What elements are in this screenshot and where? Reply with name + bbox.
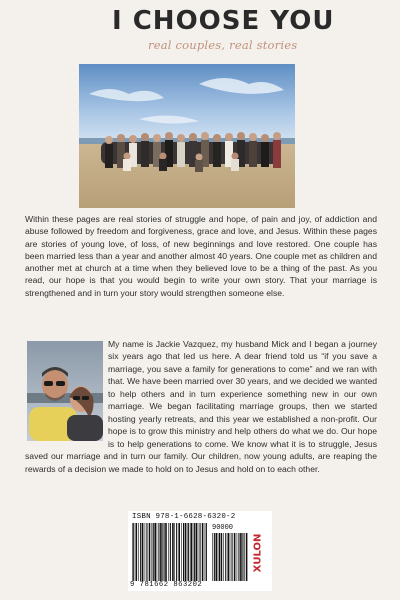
book-title: I CHOOSE YOU <box>112 6 335 36</box>
book-subtitle: real couples, real stories <box>148 38 298 52</box>
publisher-logo-text: XULON <box>252 533 264 573</box>
publisher-logo <box>252 525 269 581</box>
isbn-number: ISBN 978-1-6628-6320-2 <box>132 513 236 521</box>
author-bio <box>25 338 377 475</box>
photo-float-space <box>25 338 108 442</box>
isbn-barcode <box>128 511 272 591</box>
intro-paragraph: Within these pages are real stories of struggle and hope, of pain and joy, of addiction and abuse followed by freedom and forgiveness, grace and love, and Jesus. Within these pages are stories of young love, of loss, of new beginnings and love restored. One couple has been married less than a year and another almost 40 years. One couple met as children and another met at church at a time when they believed love to be a thing of the past. As you read, our hope is that you would begin to write your own story. That your marriage is strengthened and in turn your story would strengthen someone else. <box>25 214 377 298</box>
barcode-addon-bars <box>212 533 248 581</box>
price-code: 90000 <box>212 524 234 532</box>
barcode-bars <box>132 523 210 581</box>
group-photo <box>79 64 295 208</box>
barcode-digits: 9 781662 863202 <box>130 581 203 589</box>
author-bio-paragraph: My name is Jackie Vazquez, my husband Mick and I began a journey six years ago that led us here. A dear friend told us “if you save a marriage, you save a family for generations to come” and we ran with that. We have been married over 30 years, and we decided we wanted to help others and in turn experience something new in our own marriage. We began facilitating marriage groups, then we started hosting yearly retreats, and this year we established a non-profit. Our hope is to grow this ministry and help others do what we do. Our hope is to help generations to come. We know what it is to struggle, Jesus saved our marriage and in turn our family. Our children, now young adults, are reaping the rewards of a decision we made to hold on to Jesus and hold on to each other. <box>25 339 377 474</box>
